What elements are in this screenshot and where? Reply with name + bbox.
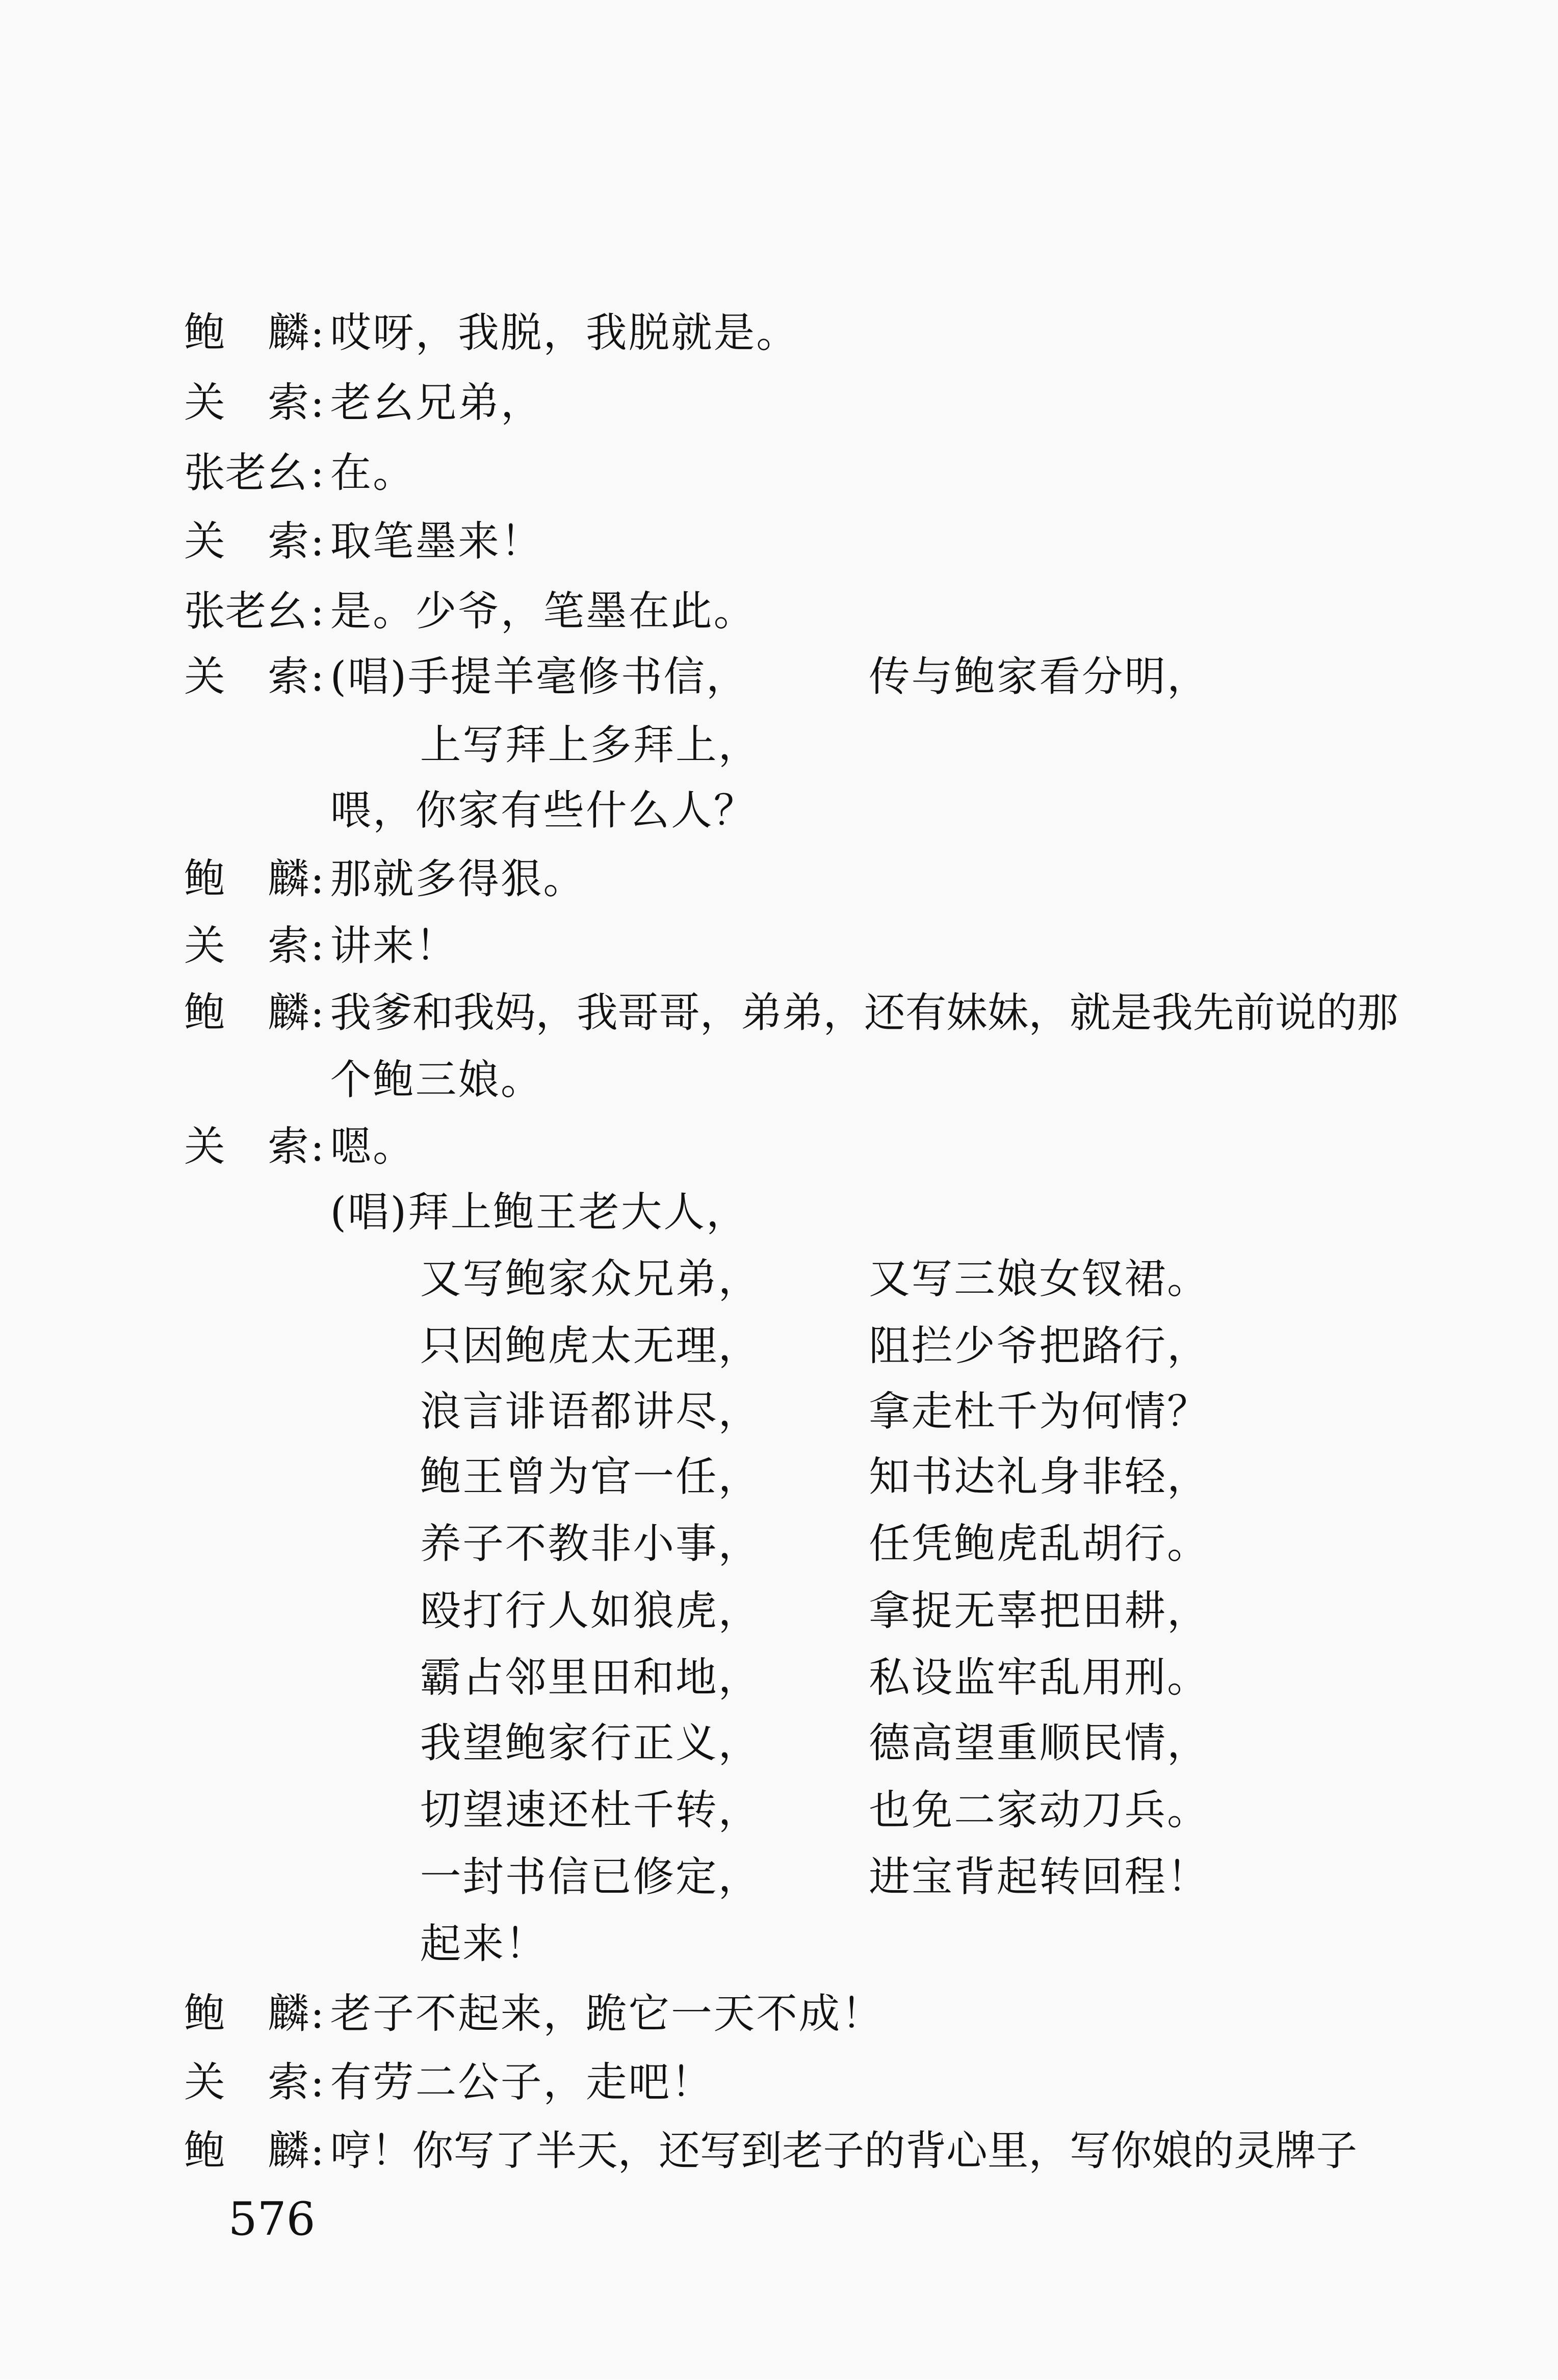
- verse-left: 一封书信已修定，: [420, 1854, 761, 1902]
- indented-text: (唱)拜上鲍王老大人，: [330, 1189, 749, 1237]
- colon: :: [310, 588, 326, 636]
- indented-text: 喂，你家有些什么人？: [330, 788, 757, 835]
- dialogue-text: 那就多得狠。: [330, 856, 586, 904]
- colon: :: [310, 654, 326, 701]
- dialogue-text: 哼！你写了半天，还写到老子的背心里，写你娘的灵牌子: [330, 2128, 1358, 2176]
- verse-right: 拿走杜千为何情？: [869, 1389, 1210, 1436]
- dialogue-text: 有劳二公子，走吧！: [330, 2059, 714, 2107]
- verse-right: 也免二家动刀兵。: [869, 1787, 1210, 1835]
- verse-right: 德高望重顺民情，: [869, 1720, 1210, 1768]
- verse-left: 鲍王曾为官一任，: [420, 1454, 761, 1502]
- dialogue-text: 是。少爷，笔墨在此。: [330, 588, 757, 636]
- verse-right: 任凭鲍虎乱胡行。: [869, 1521, 1210, 1568]
- verse-left: 起来！: [420, 1921, 548, 1969]
- verse-left: 只因鲍虎太无理，: [420, 1323, 761, 1371]
- verse-left: 又写鲍家众兄弟，: [420, 1257, 761, 1304]
- dialogue-text: 讲来！: [330, 923, 458, 971]
- verse-left: 我望鲍家行正义，: [420, 1720, 761, 1768]
- dialogue-text: 老子不起来，跪它一天不成！: [330, 1991, 884, 2039]
- colon: :: [310, 450, 326, 498]
- dialogue-text: 哎呀，我脱，我脱就是。: [330, 310, 799, 358]
- verse-right: 拿捉无辜把田耕，: [869, 1588, 1210, 1636]
- speaker-name: 张老幺: [184, 450, 307, 498]
- verse-right: 私设监牢乱用刑。: [869, 1655, 1210, 1703]
- colon: :: [310, 310, 326, 358]
- page-number: 576: [228, 2193, 316, 2247]
- verse-right: 传与鲍家看分明，: [869, 654, 1210, 701]
- dialogue-text: (唱)手提羊毫修书信，: [330, 654, 749, 701]
- verse-left: 霸占邻里田和地，: [420, 1655, 761, 1703]
- verse-left: 上写拜上多拜上，: [420, 722, 761, 770]
- verse-left: 浪言诽语都讲尽，: [420, 1389, 761, 1436]
- colon: :: [310, 380, 326, 428]
- colon: :: [310, 2128, 326, 2176]
- verse-right: 阻拦少爷把路行，: [869, 1323, 1210, 1371]
- verse-right: 进宝背起转回程！: [869, 1854, 1210, 1902]
- verse-left: 殴打行人如狼虎，: [420, 1588, 761, 1636]
- dialogue-text: 在。: [330, 450, 416, 498]
- colon: :: [310, 2059, 326, 2107]
- verse-left: 切望速还杜千转，: [420, 1787, 761, 1835]
- colon: :: [310, 923, 326, 971]
- dialogue-text: 老幺兄弟，: [330, 380, 543, 428]
- indented-text: 个鲍三娘。: [330, 1057, 543, 1105]
- verse-left: 养子不教非小事，: [420, 1521, 761, 1568]
- verse-right: 又写三娘女钗裙。: [869, 1257, 1210, 1304]
- dialogue-text: 取笔墨来！: [330, 518, 543, 566]
- dialogue-text: 嗯。: [330, 1124, 416, 1171]
- dialogue-text: 我爹和我妈，我哥哥，弟弟，还有妹妹，就是我先前说的那: [330, 990, 1398, 1038]
- colon: :: [310, 856, 326, 904]
- speaker-name: 张老幺: [184, 588, 307, 636]
- document-page: 鲍 麟 : 哎呀，我脱，我脱就是。 关 索 : 老幺兄弟， 张老幺 : 在。 关 索 : 取笔墨来！ 张老幺 : 是。少爷，笔墨在此。 关 索 : (唱)手提羊毫修书信， 传与鲍家看分明， 上写拜上多拜上， 喂，你家有些什么人？ 鲍 麟 : 那就多得狠。 关 索 : 讲来！ 鲍 麟 : 我爹和我妈，我哥哥，弟弟，还有妹妹，就是我先前说的那 个鲍三娘。 关 索 : 嗯。 (唱)拜上鲍王老大人， 又写鲍家众兄弟， 又写三娘女钗裙。 只因鲍虎太无理， 阻拦少爷把路行， 浪言诽语都讲尽， 拿走杜千为何情？ 鲍王曾为官一任， 知书达礼身非轻， 养子不教非小事， 任凭鲍虎乱胡行。 殴打行人如狼虎， 拿捉无辜把田耕， 霸占邻里田和地， 私设监牢乱用刑。 我望鲍家行正义， 德高望重顺民情， 切望速还杜千转， 也免二家动刀兵。 一封书信已修定， 进宝背起转回程！ 起来！ 鲍 麟 : 老子不起来，跪它一天不成！ 关 索 : 有劳二公子，走吧！ 鲍 麟 : 哼！你写了半天，还写到老子的背心里，写你娘的灵牌子 576: [0, 0, 1558, 2379]
- colon: :: [310, 990, 326, 1038]
- colon: :: [310, 1991, 326, 2039]
- colon: :: [310, 1124, 326, 1171]
- verse-right: 知书达礼身非轻，: [869, 1454, 1210, 1502]
- colon: :: [310, 518, 326, 566]
